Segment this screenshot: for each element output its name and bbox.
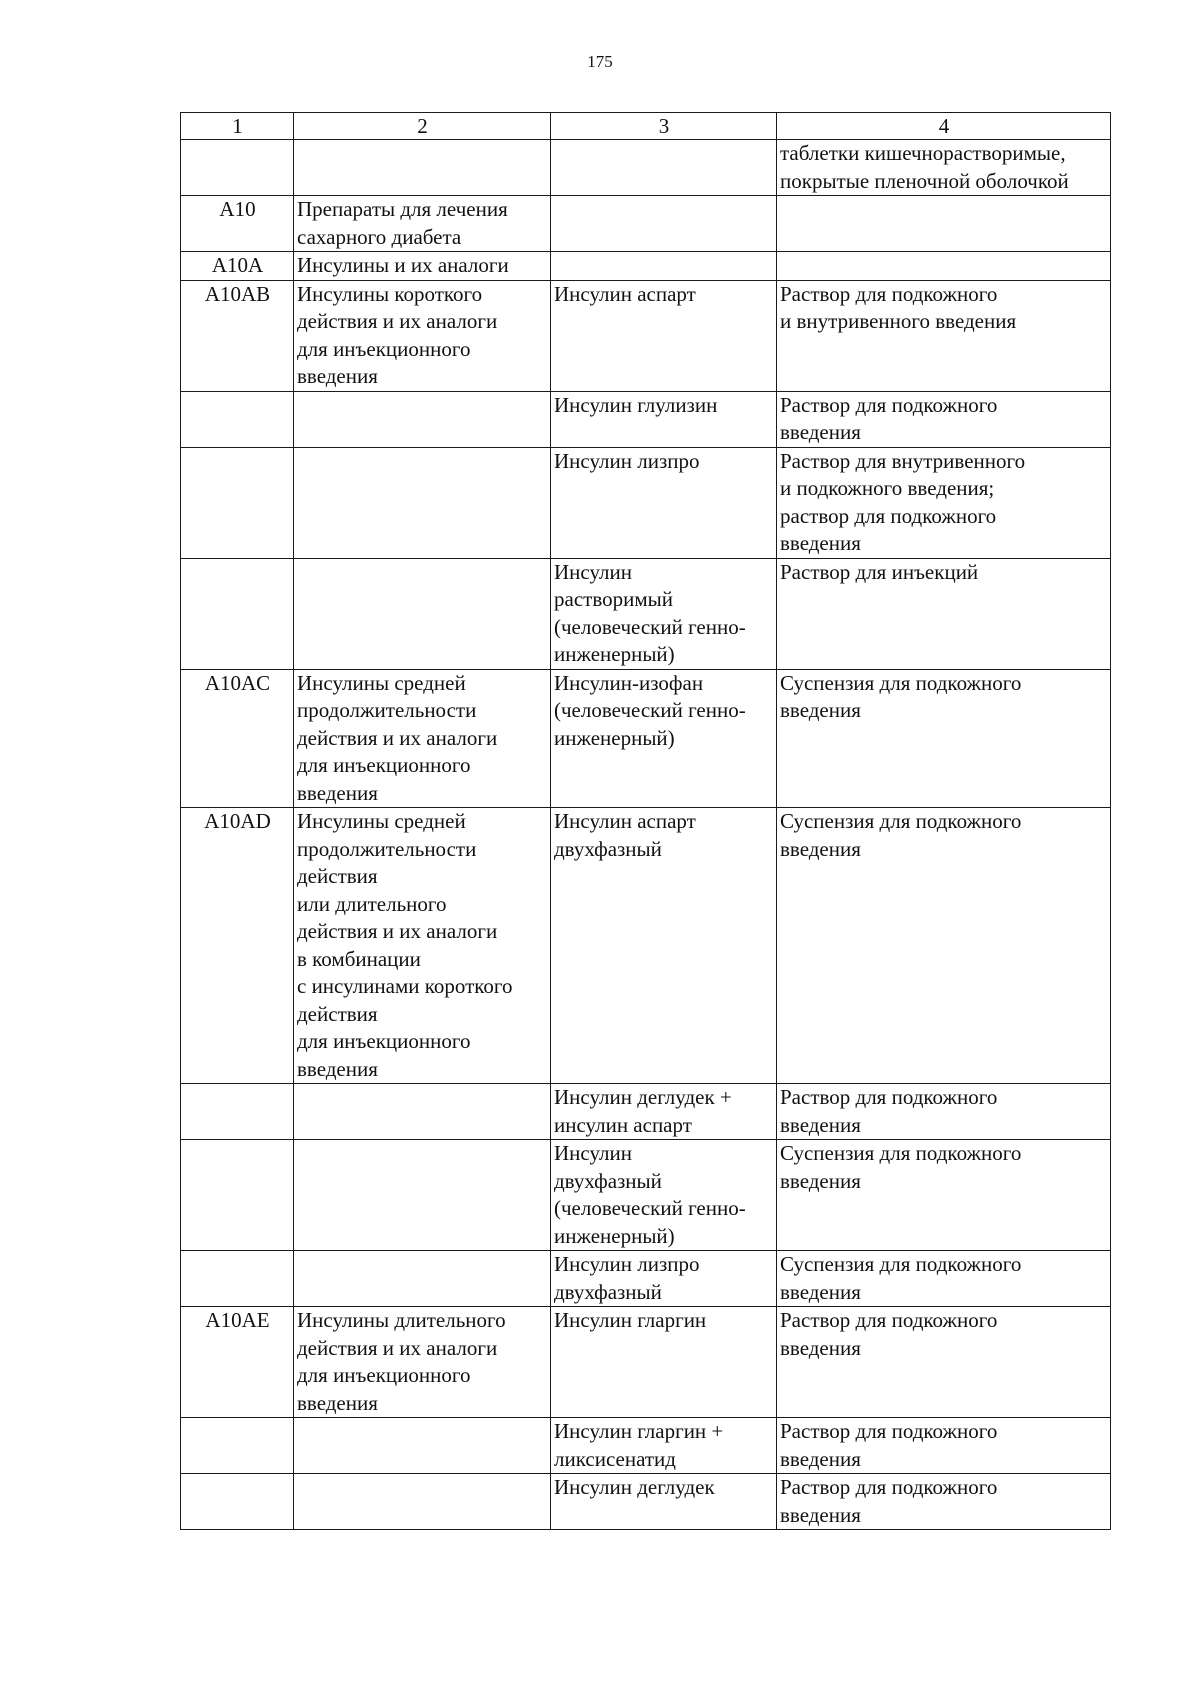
cell-group: [294, 1474, 551, 1530]
cell-drug-name-text: Инсулин аспарт двухфазный: [554, 809, 696, 861]
header-cell-form: 4: [777, 113, 1111, 140]
cell-group-text: Инсулины короткого действия и их аналоги для инъекционного введения: [297, 281, 498, 388]
cell-drug-name-text: Инсулин лизпро: [554, 448, 700, 473]
cell-group: [294, 391, 551, 447]
cell-drug-name: [551, 252, 777, 281]
table-row: [181, 391, 1111, 447]
cell-dosage-form-text: Суспензия для подкожного введения: [780, 1252, 1022, 1304]
cell-dosage-form: [777, 391, 1111, 447]
cell-group: [294, 1140, 551, 1251]
cell-drug-name: [551, 558, 777, 669]
cell-dosage-form: [777, 1474, 1111, 1530]
cell-atc-code: [181, 808, 294, 1084]
cell-drug-name: [551, 1251, 777, 1307]
cell-group: [294, 1418, 551, 1474]
cell-group-text: Инсулины и их аналоги: [297, 253, 509, 277]
cell-drug-name-text: Инсулин растворимый (человеческий генно- инженерный): [554, 559, 746, 666]
cell-dosage-form: [777, 1140, 1111, 1251]
cell-atc-code: [181, 1084, 294, 1140]
cell-drug-name: [551, 1474, 777, 1530]
cell-atc-code-text: A10: [219, 197, 256, 221]
cell-drug-name: [551, 1418, 777, 1474]
cell-drug-name-text: Инсулин аспарт: [554, 281, 696, 306]
cell-dosage-form-text: Раствор для внутривенного и подкожного введения; раствор для подкожного введения: [780, 448, 1026, 555]
header-cell-code: 1: [181, 113, 294, 140]
cell-group-text: Инсулины длительного действия и их аналоги для инъекционного введения: [297, 1308, 506, 1415]
cell-dosage-form: [777, 1251, 1111, 1307]
cell-dosage-form-text: Раствор для подкожного введения: [780, 1419, 998, 1471]
header-cell-drug: 3: [551, 113, 777, 140]
cell-dosage-form: [777, 669, 1111, 808]
cell-drug-name: [551, 196, 777, 252]
table-row: [181, 558, 1111, 669]
cell-dosage-form-text: Раствор для подкожного введения: [780, 1085, 998, 1137]
cell-atc-code-text: A10AD: [204, 809, 271, 833]
cell-atc-code-text: A10AC: [204, 670, 271, 695]
cell-drug-name-text: Инсулин гларгин: [554, 1308, 707, 1332]
page-number: 175: [587, 52, 613, 71]
cell-group: [294, 558, 551, 669]
cell-atc-code-text: A10AE: [205, 1308, 270, 1332]
cell-group: [294, 1307, 551, 1418]
cell-drug-name: [551, 1084, 777, 1140]
table-row: [181, 669, 1111, 808]
cell-drug-name-text: Инсулин деглудек + инсулин аспарт: [554, 1085, 732, 1137]
cell-dosage-form: [777, 1084, 1111, 1140]
cell-dosage-form-text: Раствор для подкожного введения: [780, 392, 998, 444]
table-row: [181, 196, 1111, 252]
cell-atc-code: [181, 1140, 294, 1251]
cell-group-text: Инсулины средней продолжительности действия или длительного действия и их аналоги в комбинации с инсулинами короткого действия для инъекционного введения: [297, 809, 513, 1081]
cell-atc-code: [181, 280, 294, 391]
table-header-row: [181, 113, 1111, 140]
cell-atc-code: [181, 669, 294, 808]
cell-drug-name-text: Инсулин-изофан (человеческий генно- инженерный): [554, 670, 746, 750]
table-row: [181, 280, 1111, 391]
cell-drug-name: [551, 1140, 777, 1251]
cell-dosage-form-text: Суспензия для подкожного введения: [780, 670, 1022, 722]
cell-dosage-form: [777, 196, 1111, 252]
table-row: [181, 808, 1111, 1084]
cell-drug-name: [551, 1307, 777, 1418]
cell-drug-name: [551, 280, 777, 391]
cell-dosage-form-text: Суспензия для подкожного введения: [780, 809, 1022, 861]
table-row: [181, 1140, 1111, 1251]
cell-group: [294, 1084, 551, 1140]
cell-group-text: Инсулины средней продолжительности действия и их аналоги для инъекционного введения: [297, 670, 498, 805]
cell-dosage-form: [777, 1307, 1111, 1418]
cell-dosage-form: [777, 252, 1111, 281]
table-row: [181, 1474, 1111, 1530]
header-cell-group: 2: [294, 113, 551, 140]
cell-drug-name-text: Инсулин двухфазный (человеческий генно- инженерный): [554, 1141, 746, 1248]
table-row: [181, 447, 1111, 558]
cell-dosage-form-text: Раствор для подкожного введения: [780, 1308, 998, 1360]
cell-dosage-form-text: таблетки кишечнорастворимые, покрытые пленочной оболочкой: [780, 141, 1069, 193]
cell-group: [294, 808, 551, 1084]
table-row: [181, 1084, 1111, 1140]
cell-atc-code-text: A10AB: [204, 281, 271, 306]
cell-dosage-form: [777, 140, 1111, 196]
cell-group: [294, 196, 551, 252]
cell-atc-code: [181, 196, 294, 252]
cell-atc-code: [181, 1418, 294, 1474]
cell-group: [294, 280, 551, 391]
cell-atc-code: [181, 558, 294, 669]
cell-group: [294, 140, 551, 196]
cell-dosage-form: [777, 447, 1111, 558]
cell-dosage-form-text: Раствор для подкожного и внутривенного введения: [780, 281, 1017, 333]
cell-dosage-form-text: Раствор для инъекций: [780, 559, 979, 584]
cell-group: [294, 1251, 551, 1307]
cell-atc-code-text: A10A: [211, 253, 264, 277]
cell-drug-name-text: Инсулин глулизин: [554, 392, 718, 417]
cell-atc-code: [181, 140, 294, 196]
cell-atc-code: [181, 1307, 294, 1418]
table-row: [181, 252, 1111, 281]
cell-drug-name-text: Инсулин лизпро двухфазный: [554, 1252, 700, 1304]
cell-group: [294, 669, 551, 808]
cell-group: [294, 252, 551, 281]
cell-atc-code: [181, 391, 294, 447]
cell-group: [294, 447, 551, 558]
cell-dosage-form: [777, 280, 1111, 391]
cell-atc-code: [181, 1251, 294, 1307]
cell-drug-name: [551, 808, 777, 1084]
drug-table: [180, 112, 1111, 1530]
cell-atc-code: [181, 447, 294, 558]
cell-drug-name: [551, 140, 777, 196]
cell-drug-name: [551, 669, 777, 808]
table-row: [181, 1251, 1111, 1307]
table-row: [181, 1307, 1111, 1418]
cell-atc-code: [181, 252, 294, 281]
cell-dosage-form-text: Суспензия для подкожного введения: [780, 1141, 1022, 1193]
cell-atc-code: [181, 1474, 294, 1530]
table-row: [181, 140, 1111, 196]
cell-dosage-form-text: Раствор для подкожного введения: [780, 1475, 998, 1527]
cell-dosage-form: [777, 1418, 1111, 1474]
table-row: [181, 1418, 1111, 1474]
cell-drug-name: [551, 391, 777, 447]
cell-drug-name: [551, 447, 777, 558]
cell-drug-name-text: Инсулин гларгин + ликсисенатид: [554, 1419, 724, 1471]
cell-dosage-form: [777, 558, 1111, 669]
cell-group-text: Препараты для лечения сахарного диабета: [297, 197, 508, 249]
cell-dosage-form: [777, 808, 1111, 1084]
cell-drug-name-text: Инсулин деглудек: [554, 1475, 715, 1499]
